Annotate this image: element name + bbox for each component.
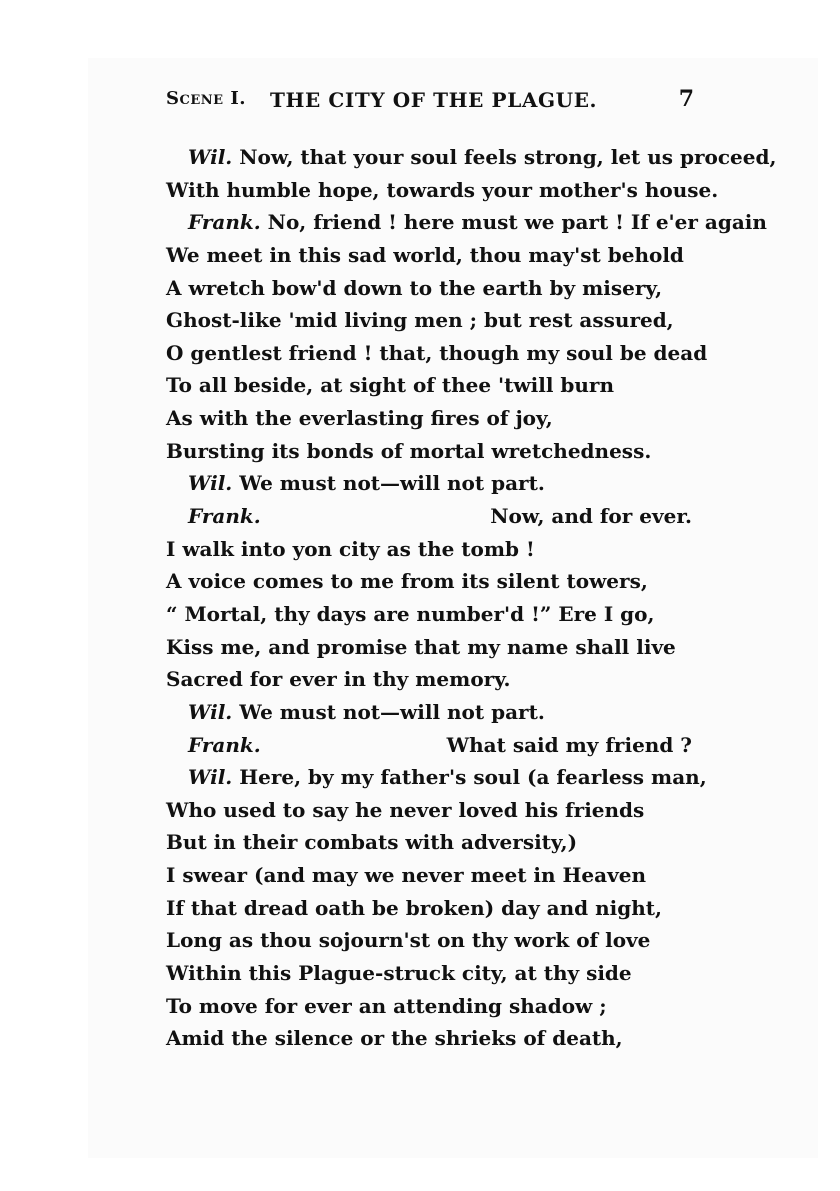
line-text: Ghost-like 'mid living men ; but rest assured, xyxy=(166,308,674,333)
verse-line xyxy=(166,761,706,794)
line-text: O gentlest friend ! that, though my soul be dead xyxy=(166,340,708,365)
verse-line xyxy=(166,174,719,207)
verse-line xyxy=(166,990,706,1023)
line-text: A wretch bow'd down to the earth by misery, xyxy=(166,275,663,300)
verse-line xyxy=(166,369,706,402)
verse-line xyxy=(166,272,706,305)
page-number: 7 xyxy=(678,86,694,112)
line-text: “ Mortal, thy days are number'd !” Ere I go, xyxy=(166,601,655,626)
speaker-name: Wil. xyxy=(188,145,233,169)
verse-line xyxy=(166,239,706,272)
line-text: But in their combats with adversity,) xyxy=(166,830,578,855)
line-text: No, friend ! here must we part ! If e'er again xyxy=(260,210,767,235)
speaker-name: Frank. xyxy=(188,504,261,529)
line-text: I swear (and may we never meet in Heaven xyxy=(166,863,646,888)
line-text-right: Now, and for ever. xyxy=(490,504,692,529)
line-text: If that dread oath be broken) day and night, xyxy=(166,895,662,920)
verse-line xyxy=(166,663,706,696)
line-text: Kiss me, and promise that my name shall live xyxy=(166,634,676,659)
line-text: We meet in this sad world, thou may'st behold xyxy=(166,242,684,267)
verse-line xyxy=(166,729,706,762)
line-text: Who used to say he never loved his friends xyxy=(166,797,645,822)
verse-line xyxy=(166,533,706,566)
verse-line xyxy=(166,826,706,859)
verse-line xyxy=(166,565,706,598)
verse-line xyxy=(166,598,706,631)
verse-line xyxy=(166,957,706,990)
line-text: With humble hope, towards your mother's house. xyxy=(166,177,719,202)
line-text: Within this Plague-struck city, at thy side xyxy=(166,961,632,986)
verse-line xyxy=(166,467,706,500)
speaker-name: Frank. xyxy=(188,210,261,235)
line-text: We must not—will not part. xyxy=(232,471,545,496)
running-header xyxy=(166,88,698,116)
speaker-name: Wil. xyxy=(188,765,233,790)
running-title: THE CITY OF THE PLAGUE. xyxy=(270,88,598,112)
verse-line xyxy=(166,206,767,239)
verse-line xyxy=(166,631,706,664)
verse-line xyxy=(166,304,706,337)
line-text: Bursting its bonds of mortal wretchedness. xyxy=(166,438,652,463)
speaker-name: Frank. xyxy=(188,732,261,757)
verse-body xyxy=(166,141,777,1055)
verse-line xyxy=(166,337,706,370)
verse-line xyxy=(166,859,706,892)
verse-line xyxy=(166,402,706,435)
verse-line xyxy=(166,924,706,957)
line-text: I walk into yon city as the tomb ! xyxy=(166,536,535,561)
verse-line xyxy=(166,892,706,925)
line-text: As with the everlasting fires of joy, xyxy=(166,406,553,431)
verse-line xyxy=(166,696,706,729)
line-text: Now, that your soul feels strong, let us proceed, xyxy=(232,145,777,169)
scene-label: Scene I. xyxy=(166,88,246,109)
line-text: Here, by my father's soul (a fearless man, xyxy=(232,765,707,790)
speaker-name: Wil. xyxy=(188,699,233,724)
line-text: Long as thou sojourn'st on thy work of love xyxy=(166,928,651,953)
line-text: A voice comes to me from its silent towers, xyxy=(166,569,648,594)
line-text: To move for ever an attending shadow ; xyxy=(166,993,607,1018)
speaker-name: Wil. xyxy=(188,471,233,496)
line-text: We must not—will not part. xyxy=(232,699,545,724)
line-text-right: What said my friend ? xyxy=(446,732,692,757)
line-text: To all beside, at sight of thee 'twill burn xyxy=(166,373,614,398)
verse-line xyxy=(166,1022,706,1055)
line-text: Sacred for ever in thy memory. xyxy=(166,667,511,692)
verse-line xyxy=(166,794,706,827)
verse-line xyxy=(166,500,706,533)
verse-line xyxy=(166,141,777,174)
verse-line xyxy=(166,435,706,468)
line-text: Amid the silence or the shrieks of death, xyxy=(166,1026,623,1051)
